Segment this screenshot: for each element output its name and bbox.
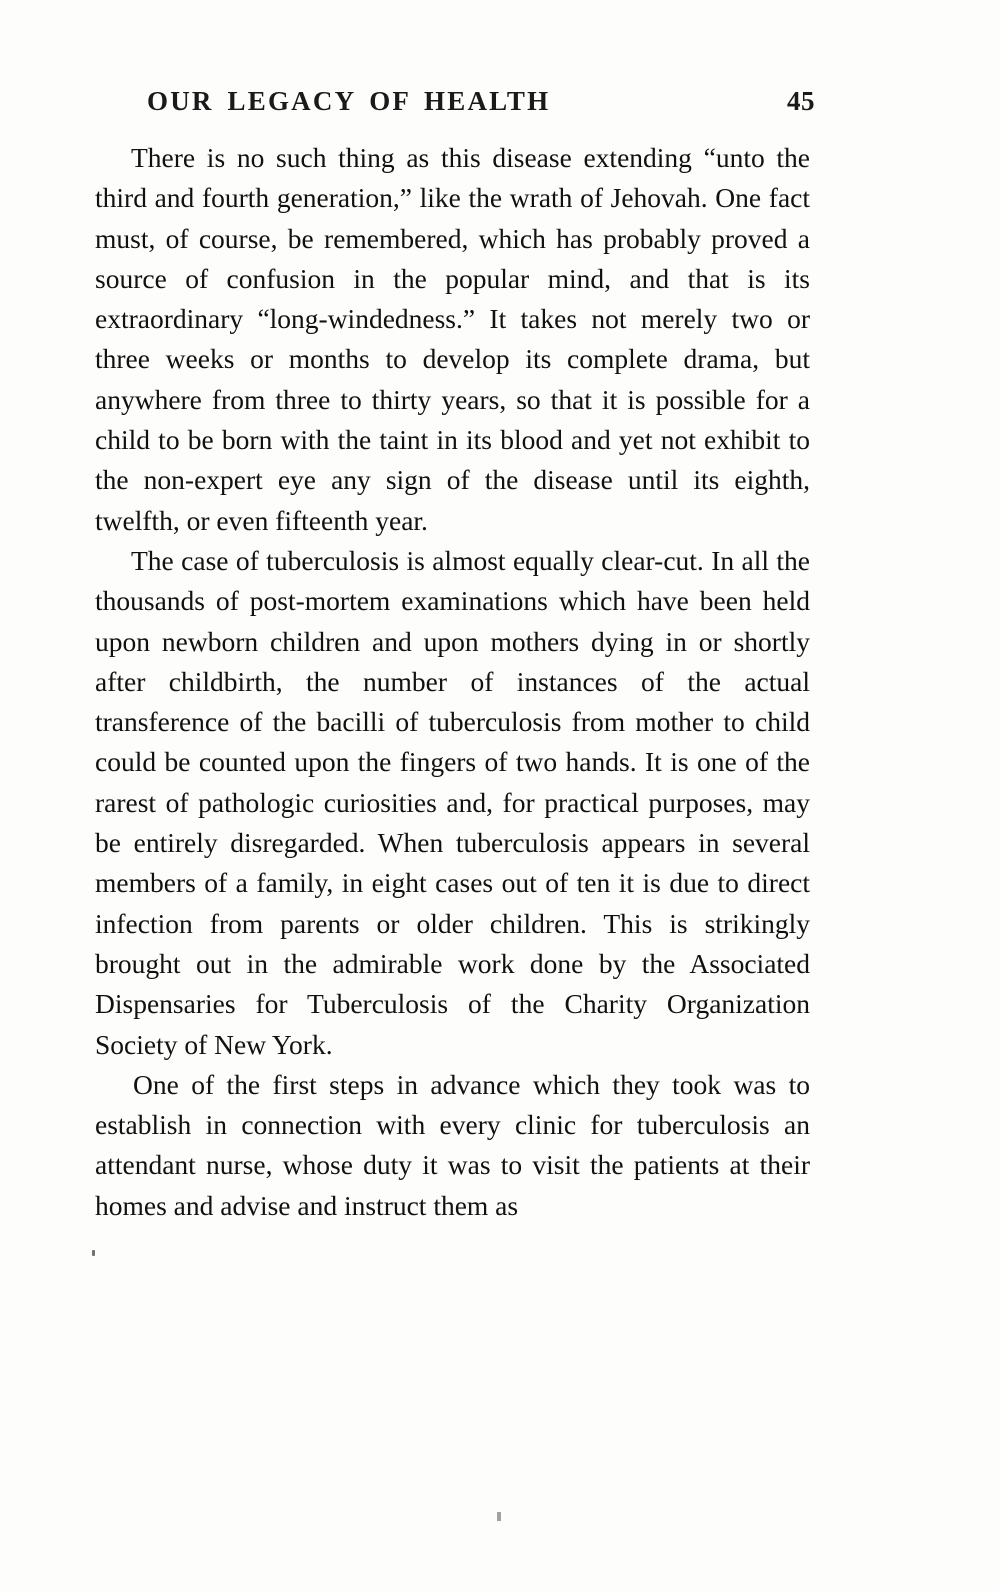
paragraph: There is no such thing as this disease extending “unto the third and fourth generation,” like the wrath of Jehovah. One fact must, of course, be remembered, which has probably proved a source of confusion in the popular mind, and that is its extraordinary “long-windedness.” It takes not merely two or three weeks or months to develop its complete drama, but anywhere from three to thirty years, so that it is possible for a child to be born with the taint in its blood and yet not exhibit to the non-expert eye any sign of the disease until its eighth, twelfth, or even fifteenth year. <box>95 142 810 536</box>
paragraph: One of the first steps in advance which they took was to establish in connection with every clinic for tuberculosis an attendant nurse, whose duty it was to visit the patients at their homes and advise and instruct them as <box>95 1068 810 1221</box>
body-text <box>95 138 810 1226</box>
footer-ink-mark <box>497 1512 501 1521</box>
page-number: 45 <box>787 86 815 116</box>
page-header <box>95 86 815 117</box>
running-title: OUR LEGACY OF HEALTH <box>147 86 551 116</box>
paragraph: The case of tuberculosis is almost equally clear-cut. In all the thousands of post-mortem examinations which have been held upon newborn children and upon mothers dying in or shortly after childbirth, the number of instances of the actual transference of the bacilli of tuberculosis from mother to child could be counted upon the fingers of two hands. It is one of the rarest of pathologic curiosities and, for practical purposes, may be entirely disregarded. When tuberculosis appears in several members of a family, in eight cases out of ten it is due to direct infection from parents or older children. This is strikingly brought out in the admirable work done by the Associated Dispensaries for Tuberculosis of the Charity Organization Society of New York. <box>95 544 810 1060</box>
ink-speck <box>92 1250 95 1256</box>
